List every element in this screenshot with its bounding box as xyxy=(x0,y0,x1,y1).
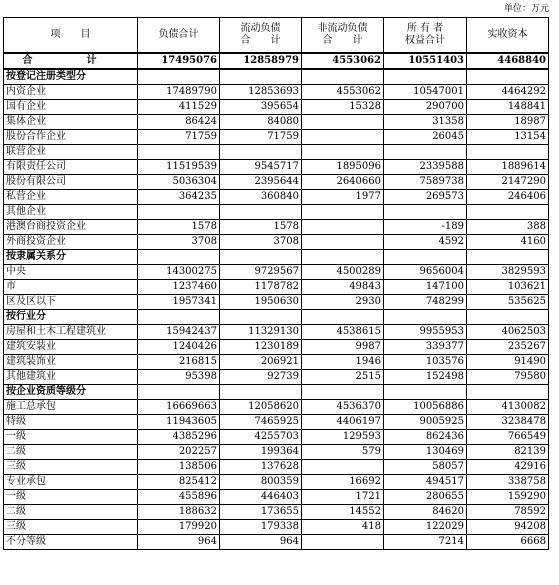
table-cell xyxy=(220,69,302,85)
table-row xyxy=(4,99,549,114)
table-cell xyxy=(302,69,384,85)
table-cell: 5036304 xyxy=(138,174,220,189)
table-cell: 1950630 xyxy=(220,294,302,309)
table-cell: 339377 xyxy=(384,339,467,354)
table-cell: 173655 xyxy=(220,504,302,519)
section-label: 按隶属关系分 xyxy=(4,249,138,264)
row-label: 中央 xyxy=(4,264,138,279)
table-row xyxy=(4,534,549,549)
table-cell: 4464292 xyxy=(467,84,549,99)
table-cell: 9987 xyxy=(302,339,384,354)
column-header-total-liabilities xyxy=(138,18,220,53)
table-cell: 9545717 xyxy=(220,159,302,174)
table-cell xyxy=(302,309,384,324)
table-row xyxy=(4,234,549,249)
table-cell: 9729567 xyxy=(220,264,302,279)
table-cell xyxy=(467,144,549,159)
table-cell: 2147290 xyxy=(467,174,549,189)
table-cell: 122029 xyxy=(384,519,467,534)
table-cell xyxy=(302,204,384,219)
row-label: 一级 xyxy=(4,489,138,504)
column-header-label: 项 目 xyxy=(50,28,91,40)
table-cell: 246406 xyxy=(467,189,549,204)
table-cell: 42916 xyxy=(467,459,549,474)
row-label: 建筑安装业 xyxy=(4,339,138,354)
table-cell xyxy=(302,534,384,549)
column-header-sublabel: 合 计 xyxy=(240,34,281,46)
table-cell xyxy=(220,144,302,159)
column-header-paid-in-capital xyxy=(467,18,549,53)
column-header-label: 流动负债 xyxy=(240,22,281,34)
table-cell: 4160 xyxy=(467,234,549,249)
table-cell: 4592 xyxy=(384,234,467,249)
row-label: 集体企业 xyxy=(4,114,138,129)
row-label: 专业承包 xyxy=(4,474,138,489)
table-cell: 1230189 xyxy=(220,339,302,354)
table-cell: 78592 xyxy=(467,504,549,519)
table-cell: 3238478 xyxy=(467,414,549,429)
table-cell: 9005925 xyxy=(384,414,467,429)
column-header-item xyxy=(4,18,138,53)
table-cell: 14552 xyxy=(302,504,384,519)
table-cell: 148841 xyxy=(467,99,549,114)
table-cell: 16669663 xyxy=(138,399,220,414)
table-cell xyxy=(384,309,467,324)
row-label: 外商投资企业 xyxy=(4,234,138,249)
table-cell: 15942437 xyxy=(138,324,220,339)
section-label: 按企业资质等级分 xyxy=(4,384,138,399)
table-cell: 4255703 xyxy=(220,429,302,444)
table-cell: 825412 xyxy=(138,474,220,489)
table-cell xyxy=(302,144,384,159)
row-label: 市 xyxy=(4,279,138,294)
column-header-noncurrent-liabilities xyxy=(302,18,384,53)
table-cell: 766549 xyxy=(467,429,549,444)
header-row xyxy=(4,18,549,53)
table-cell: 18987 xyxy=(467,114,549,129)
table-cell xyxy=(467,384,549,399)
table-cell: 58057 xyxy=(384,459,467,474)
table-cell xyxy=(467,309,549,324)
total-cell: 4468840 xyxy=(467,53,549,69)
row-label: 内资企业 xyxy=(4,84,138,99)
table-cell: 12058620 xyxy=(220,399,302,414)
row-label: 三级 xyxy=(4,519,138,534)
table-cell: 9955953 xyxy=(384,324,467,339)
table-cell: 13154 xyxy=(467,129,549,144)
table-cell: 2515 xyxy=(302,369,384,384)
row-label: 区及区以下 xyxy=(4,294,138,309)
row-label: 国有企业 xyxy=(4,99,138,114)
table-cell: 535625 xyxy=(467,294,549,309)
table-cell: 10547001 xyxy=(384,84,467,99)
table-cell xyxy=(384,249,467,264)
row-label: 其他企业 xyxy=(4,204,138,219)
table-cell: 159290 xyxy=(467,489,549,504)
table-cell xyxy=(467,204,549,219)
table-cell xyxy=(302,249,384,264)
table-cell: 494517 xyxy=(384,474,467,489)
table-cell: 2640660 xyxy=(302,174,384,189)
table-cell xyxy=(138,249,220,264)
table-cell xyxy=(138,204,220,219)
table-cell: 82139 xyxy=(467,444,549,459)
table-cell: 7214 xyxy=(384,534,467,549)
section-label: 按行业分 xyxy=(4,309,138,324)
table-row xyxy=(4,294,549,309)
table-cell: 388 xyxy=(467,219,549,234)
table-cell: 1178782 xyxy=(220,279,302,294)
table-row xyxy=(4,444,549,459)
row-label: 其他建筑业 xyxy=(4,369,138,384)
table-cell: 4062503 xyxy=(467,324,549,339)
column-header-label: 实收资本 xyxy=(487,28,528,40)
table-row xyxy=(4,474,549,489)
table-cell: 4538615 xyxy=(302,324,384,339)
total-label: 合 计 xyxy=(4,53,138,69)
table-cell: 31358 xyxy=(384,114,467,129)
table-cell xyxy=(302,129,384,144)
section-row xyxy=(4,309,549,324)
table-cell xyxy=(302,114,384,129)
table-cell: 4553062 xyxy=(302,84,384,99)
total-cell: 17495076 xyxy=(138,53,220,69)
table-cell: 446403 xyxy=(220,489,302,504)
table-cell: 188632 xyxy=(138,504,220,519)
table-cell xyxy=(302,384,384,399)
section-row xyxy=(4,384,549,399)
table-cell: 3829593 xyxy=(467,264,549,279)
table-cell: 16692 xyxy=(302,474,384,489)
row-label: 二级 xyxy=(4,444,138,459)
row-label: 股份合作企业 xyxy=(4,129,138,144)
table-cell: 1895096 xyxy=(302,159,384,174)
table-cell: 14300275 xyxy=(138,264,220,279)
table-cell xyxy=(220,384,302,399)
table-cell: 92739 xyxy=(220,369,302,384)
table-cell: 1957341 xyxy=(138,294,220,309)
table-cell xyxy=(302,219,384,234)
table-row xyxy=(4,144,549,159)
column-header-label: 所 有 者 xyxy=(406,22,444,34)
table-cell: 338758 xyxy=(467,474,549,489)
table-cell: 206921 xyxy=(220,354,302,369)
table-row xyxy=(4,279,549,294)
row-label: 股份有限公司 xyxy=(4,174,138,189)
table-row xyxy=(4,369,549,384)
table-cell xyxy=(138,69,220,85)
column-header-label: 负债合计 xyxy=(158,28,199,40)
table-cell: 152498 xyxy=(384,369,467,384)
table-row xyxy=(4,264,549,279)
table-cell: 2930 xyxy=(302,294,384,309)
table-cell: 579 xyxy=(302,444,384,459)
table-cell xyxy=(384,204,467,219)
table-cell: 280655 xyxy=(384,489,467,504)
table-row xyxy=(4,339,549,354)
row-label: 房屋和土木工程建筑业 xyxy=(4,324,138,339)
row-label: 施工总承包 xyxy=(4,399,138,414)
table-cell: 95398 xyxy=(138,369,220,384)
table-row xyxy=(4,459,549,474)
table-cell: 4536370 xyxy=(302,399,384,414)
table-row xyxy=(4,354,549,369)
table-cell xyxy=(220,249,302,264)
table-row xyxy=(4,324,549,339)
table-cell: 138506 xyxy=(138,459,220,474)
section-row xyxy=(4,249,549,264)
row-label: 特级 xyxy=(4,414,138,429)
row-label: 港澳台商投资企业 xyxy=(4,219,138,234)
table-cell: 103576 xyxy=(384,354,467,369)
table-cell xyxy=(138,384,220,399)
table-cell xyxy=(220,204,302,219)
table-cell xyxy=(467,249,549,264)
column-header-current-liabilities xyxy=(220,18,302,53)
table-cell: 9656004 xyxy=(384,264,467,279)
row-label: 建筑装饰业 xyxy=(4,354,138,369)
table-cell: 17489790 xyxy=(138,84,220,99)
table-cell: 71759 xyxy=(220,129,302,144)
table-cell: 3708 xyxy=(138,234,220,249)
table-row xyxy=(4,129,549,144)
table-row xyxy=(4,114,549,129)
table-row xyxy=(4,174,549,189)
table-cell: 1946 xyxy=(302,354,384,369)
table-cell: 269573 xyxy=(384,189,467,204)
row-label: 联营企业 xyxy=(4,144,138,159)
table-cell: 748299 xyxy=(384,294,467,309)
table-cell xyxy=(384,69,467,85)
table-cell: 216815 xyxy=(138,354,220,369)
table-cell: 1578 xyxy=(220,219,302,234)
table-cell: 15328 xyxy=(302,99,384,114)
row-label: 三级 xyxy=(4,459,138,474)
table-cell: 7589738 xyxy=(384,174,467,189)
total-cell: 12858979 xyxy=(220,53,302,69)
table-cell: 11943605 xyxy=(138,414,220,429)
table-cell: 455896 xyxy=(138,489,220,504)
table-cell: 1889614 xyxy=(467,159,549,174)
table-cell: 1721 xyxy=(302,489,384,504)
table-row xyxy=(4,189,549,204)
table-row xyxy=(4,489,549,504)
table-cell: 11519539 xyxy=(138,159,220,174)
table-cell xyxy=(138,144,220,159)
table-cell: 4406197 xyxy=(302,414,384,429)
table-cell: 1578 xyxy=(138,219,220,234)
table-cell: 964 xyxy=(220,534,302,549)
table-cell: 411529 xyxy=(138,99,220,114)
table-cell: 1240426 xyxy=(138,339,220,354)
table-cell: 395654 xyxy=(220,99,302,114)
column-header-sublabel: 合 计 xyxy=(322,34,363,46)
table-cell: 84620 xyxy=(384,504,467,519)
total-cell: 10551403 xyxy=(384,53,467,69)
row-label: 私营企业 xyxy=(4,189,138,204)
table-cell xyxy=(384,384,467,399)
table-row xyxy=(4,414,549,429)
table-cell: 26045 xyxy=(384,129,467,144)
column-header-owners-equity xyxy=(384,18,467,53)
table-cell xyxy=(220,309,302,324)
table-cell xyxy=(138,309,220,324)
table-cell: 964 xyxy=(138,534,220,549)
table-row xyxy=(4,204,549,219)
table-cell: 12853693 xyxy=(220,84,302,99)
table-cell: -189 xyxy=(384,219,467,234)
table-row xyxy=(4,219,549,234)
table-cell: 800359 xyxy=(220,474,302,489)
table-cell: 71759 xyxy=(138,129,220,144)
table-cell: 1977 xyxy=(302,189,384,204)
table-cell: 86424 xyxy=(138,114,220,129)
table-cell: 4500289 xyxy=(302,264,384,279)
row-label: 不分等级 xyxy=(4,534,138,549)
column-header-label: 非流动负债 xyxy=(317,22,368,34)
table-cell: 4130082 xyxy=(467,399,549,414)
statistics-table xyxy=(3,17,549,550)
table-cell: 235267 xyxy=(467,339,549,354)
table-cell: 360840 xyxy=(220,189,302,204)
table-cell: 103621 xyxy=(467,279,549,294)
table-row xyxy=(4,504,549,519)
table-cell: 199364 xyxy=(220,444,302,459)
table-cell: 94208 xyxy=(467,519,549,534)
table-cell: 49843 xyxy=(302,279,384,294)
table-cell: 129593 xyxy=(302,429,384,444)
table-cell: 364235 xyxy=(138,189,220,204)
table-cell: 862436 xyxy=(384,429,467,444)
table-row xyxy=(4,519,549,534)
table-cell xyxy=(384,144,467,159)
table-cell xyxy=(302,459,384,474)
table-cell: 7465925 xyxy=(220,414,302,429)
unit-note: 单位：万元 xyxy=(503,4,549,14)
table-cell: 91490 xyxy=(467,354,549,369)
total-cell: 4553062 xyxy=(302,53,384,69)
table-cell: 3708 xyxy=(220,234,302,249)
table-cell: 130469 xyxy=(384,444,467,459)
column-header-sublabel: 权益合计 xyxy=(405,34,445,46)
table-cell: 11329130 xyxy=(220,324,302,339)
row-label: 二级 xyxy=(4,504,138,519)
total-row xyxy=(4,53,549,69)
table-cell: 147100 xyxy=(384,279,467,294)
table-row xyxy=(4,429,549,444)
table-cell: 2395644 xyxy=(220,174,302,189)
table-cell: 179338 xyxy=(220,519,302,534)
table-cell: 4385296 xyxy=(138,429,220,444)
table-cell: 2339588 xyxy=(384,159,467,174)
table-cell: 1237460 xyxy=(138,279,220,294)
table-cell: 84080 xyxy=(220,114,302,129)
table-cell xyxy=(467,69,549,85)
table-cell: 290700 xyxy=(384,99,467,114)
table-cell: 179920 xyxy=(138,519,220,534)
table-cell xyxy=(302,234,384,249)
table-cell: 6668 xyxy=(467,534,549,549)
table-cell: 137628 xyxy=(220,459,302,474)
table-row xyxy=(4,84,549,99)
table-cell: 10056886 xyxy=(384,399,467,414)
section-label: 按登记注册类型分 xyxy=(4,69,138,85)
section-row xyxy=(4,69,549,85)
row-label: 一级 xyxy=(4,429,138,444)
table-cell: 202257 xyxy=(138,444,220,459)
table-cell: 79580 xyxy=(467,369,549,384)
table-row xyxy=(4,399,549,414)
table-row xyxy=(4,159,549,174)
row-label: 有限责任公司 xyxy=(4,159,138,174)
table-cell: 418 xyxy=(302,519,384,534)
